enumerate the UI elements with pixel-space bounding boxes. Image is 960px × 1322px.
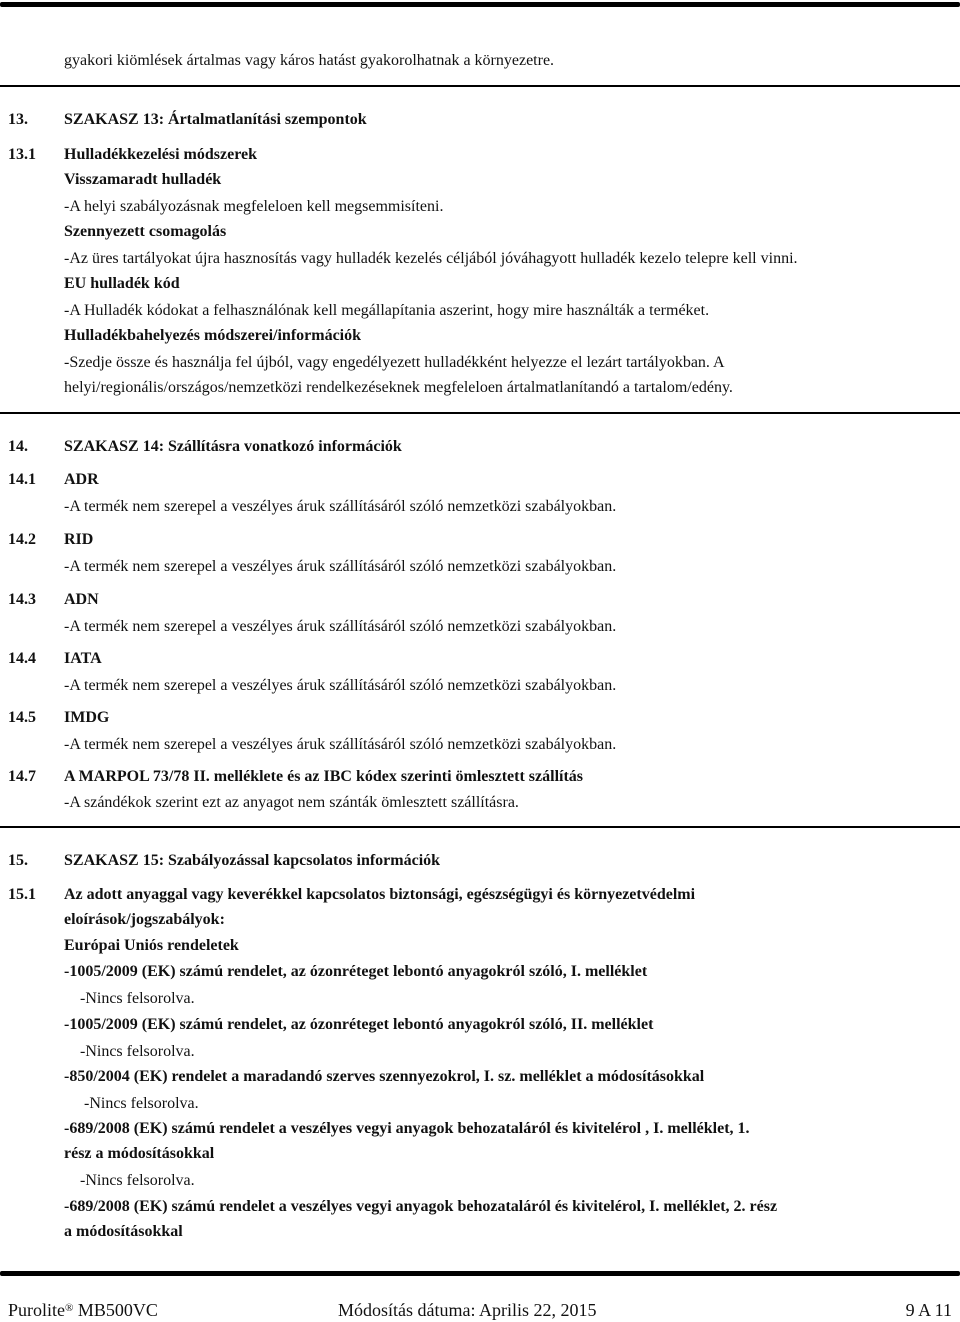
footer-page-number: 9 A 11 bbox=[905, 1300, 952, 1320]
bottom-rule bbox=[0, 1271, 960, 1276]
item-14-5-label: IMDG bbox=[64, 709, 110, 726]
subsection-13-1-number: 13.1 bbox=[8, 146, 36, 163]
footer-product-code: MB500VC bbox=[77, 1300, 158, 1320]
item-14-7-text: -A szándékok szerint ezt az anyagot nem szánták ömlesztett szállításra. bbox=[64, 794, 519, 811]
item-14-4-text: -A termék nem szerepel a veszélyes áruk szállításáról szóló nemzetközi szabályokban. bbox=[64, 677, 617, 694]
section-14-title: SZAKASZ 14: Szállításra vonatkozó információk bbox=[64, 438, 402, 455]
subsection-15-1-title-line1: Az adott anyaggal vagy keverékkel kapcsolatos biztonsági, egészségügyi és környezetvédelmi bbox=[64, 886, 696, 903]
regulation-5-line2: a módosításokkal bbox=[64, 1223, 183, 1240]
subsection-15-1-title-line2: eloírások/jogszabályok: bbox=[64, 911, 225, 928]
residual-waste-heading: Visszamaradt hulladék bbox=[64, 171, 222, 188]
section-13-title: SZAKASZ 13: Ártalmatlanítási szempontok bbox=[64, 111, 367, 128]
item-14-3-text: -A termék nem szerepel a veszélyes áruk szállításáról szóló nemzetközi szabályokban. bbox=[64, 618, 617, 635]
item-14-3-label: ADN bbox=[64, 591, 99, 608]
subsection-13-1-title: Hulladékkezelési módszerek bbox=[64, 146, 258, 163]
packaging-text: -Az üres tartályokat újra hasznosítás vagy hulladék kezelés céljából jóváhagyott hulladék kezelo telepre kell vinni. bbox=[64, 250, 798, 267]
item-14-2-label: RID bbox=[64, 531, 94, 548]
disposal-methods-text-1: -Szedje össze és használja fel újból, vagy engedélyezett hulladékként helyezze el lezárt tartályokban. A bbox=[64, 354, 725, 371]
regulation-3: -850/2004 (EK) rendelet a maradandó szerves szennyezokrol, I. sz. melléklet a módosításokkal bbox=[64, 1068, 705, 1085]
item-14-4-number: 14.4 bbox=[8, 650, 36, 667]
section-divider bbox=[0, 412, 960, 414]
disposal-methods-text-2: helyi/regionális/országos/nemzetközi rendelkezéseknek megfeleloen ártalmatlanítandó a tartalom/edény. bbox=[64, 379, 733, 396]
section-15-title: SZAKASZ 15: Szabályozással kapcsolatos információk bbox=[64, 852, 441, 869]
item-14-7-number: 14.7 bbox=[8, 768, 36, 785]
section-divider bbox=[0, 85, 960, 87]
residual-waste-text: -A helyi szabályozásnak megfeleloen kell megsemmisíteni. bbox=[64, 198, 444, 215]
regulation-2-value: -Nincs felsorolva. bbox=[80, 1043, 195, 1060]
eu-waste-code-heading: EU hulladék kód bbox=[64, 275, 180, 292]
regulation-1-value: -Nincs felsorolva. bbox=[80, 990, 195, 1007]
footer-revision-date: Módosítás dátuma: Aprilis 22, 2015 bbox=[338, 1300, 597, 1320]
item-14-5-text: -A termék nem szerepel a veszélyes áruk szállításáról szóló nemzetközi szabályokban. bbox=[64, 736, 617, 753]
disposal-methods-heading: Hulladékbahelyezés módszerei/információk bbox=[64, 327, 362, 344]
item-14-3-number: 14.3 bbox=[8, 591, 36, 608]
footer-brand: Purolite bbox=[8, 1300, 65, 1320]
item-14-1-label: ADR bbox=[64, 471, 99, 488]
item-14-7-label: A MARPOL 73/78 II. melléklete és az IBC kódex szerinti ömlesztett szállítás bbox=[64, 768, 584, 785]
section-15-number: 15. bbox=[8, 852, 28, 869]
regulation-5-line1: -689/2008 (EK) számú rendelet a veszélyes vegyi anyagok behozataláról és kivitelérol, I. melléklet, 2. rész bbox=[64, 1198, 778, 1215]
regulation-2: -1005/2009 (EK) számú rendelet, az ózonréteget lebontó anyagokról szóló, II. melléklet bbox=[64, 1016, 654, 1033]
packaging-heading: Szennyezett csomagolás bbox=[64, 223, 227, 240]
subsection-15-1-number: 15.1 bbox=[8, 886, 36, 903]
item-14-4-label: IATA bbox=[64, 650, 102, 667]
section-13-number: 13. bbox=[8, 111, 28, 128]
regulation-3-value: -Nincs felsorolva. bbox=[84, 1095, 199, 1112]
top-rule bbox=[0, 2, 960, 7]
intro-text: gyakori kiömlések ártalmas vagy káros hatást gyakorolhatnak a környezetre. bbox=[64, 52, 555, 69]
item-14-2-text: -A termék nem szerepel a veszélyes áruk szállításáról szóló nemzetközi szabályokban. bbox=[64, 558, 617, 575]
regulation-4-value: -Nincs felsorolva. bbox=[80, 1172, 195, 1189]
regulation-1: -1005/2009 (EK) számú rendelet, az ózonréteget lebontó anyagokról szóló, I. melléklet bbox=[64, 963, 648, 980]
registered-mark: ® bbox=[65, 1302, 74, 1314]
eu-regulations-heading: Európai Uniós rendeletek bbox=[64, 937, 239, 954]
item-14-2-number: 14.2 bbox=[8, 531, 36, 548]
regulation-4-line2: rész a módosításokkal bbox=[64, 1145, 215, 1162]
item-14-1-text: -A termék nem szerepel a veszélyes áruk szállításáról szóló nemzetközi szabályokban. bbox=[64, 498, 617, 515]
section-14-number: 14. bbox=[8, 438, 28, 455]
item-14-1-number: 14.1 bbox=[8, 471, 36, 488]
regulation-4-line1: -689/2008 (EK) számú rendelet a veszélyes vegyi anyagok behozataláról és kivitelérol , I. melléklet, 1. bbox=[64, 1120, 750, 1137]
item-14-5-number: 14.5 bbox=[8, 709, 36, 726]
footer-product bbox=[8, 1298, 158, 1322]
section-divider bbox=[0, 826, 960, 828]
eu-waste-code-text: -A Hulladék kódokat a felhasználónak kell megállapítania aszerint, hogy mire használták a terméket. bbox=[64, 302, 710, 319]
